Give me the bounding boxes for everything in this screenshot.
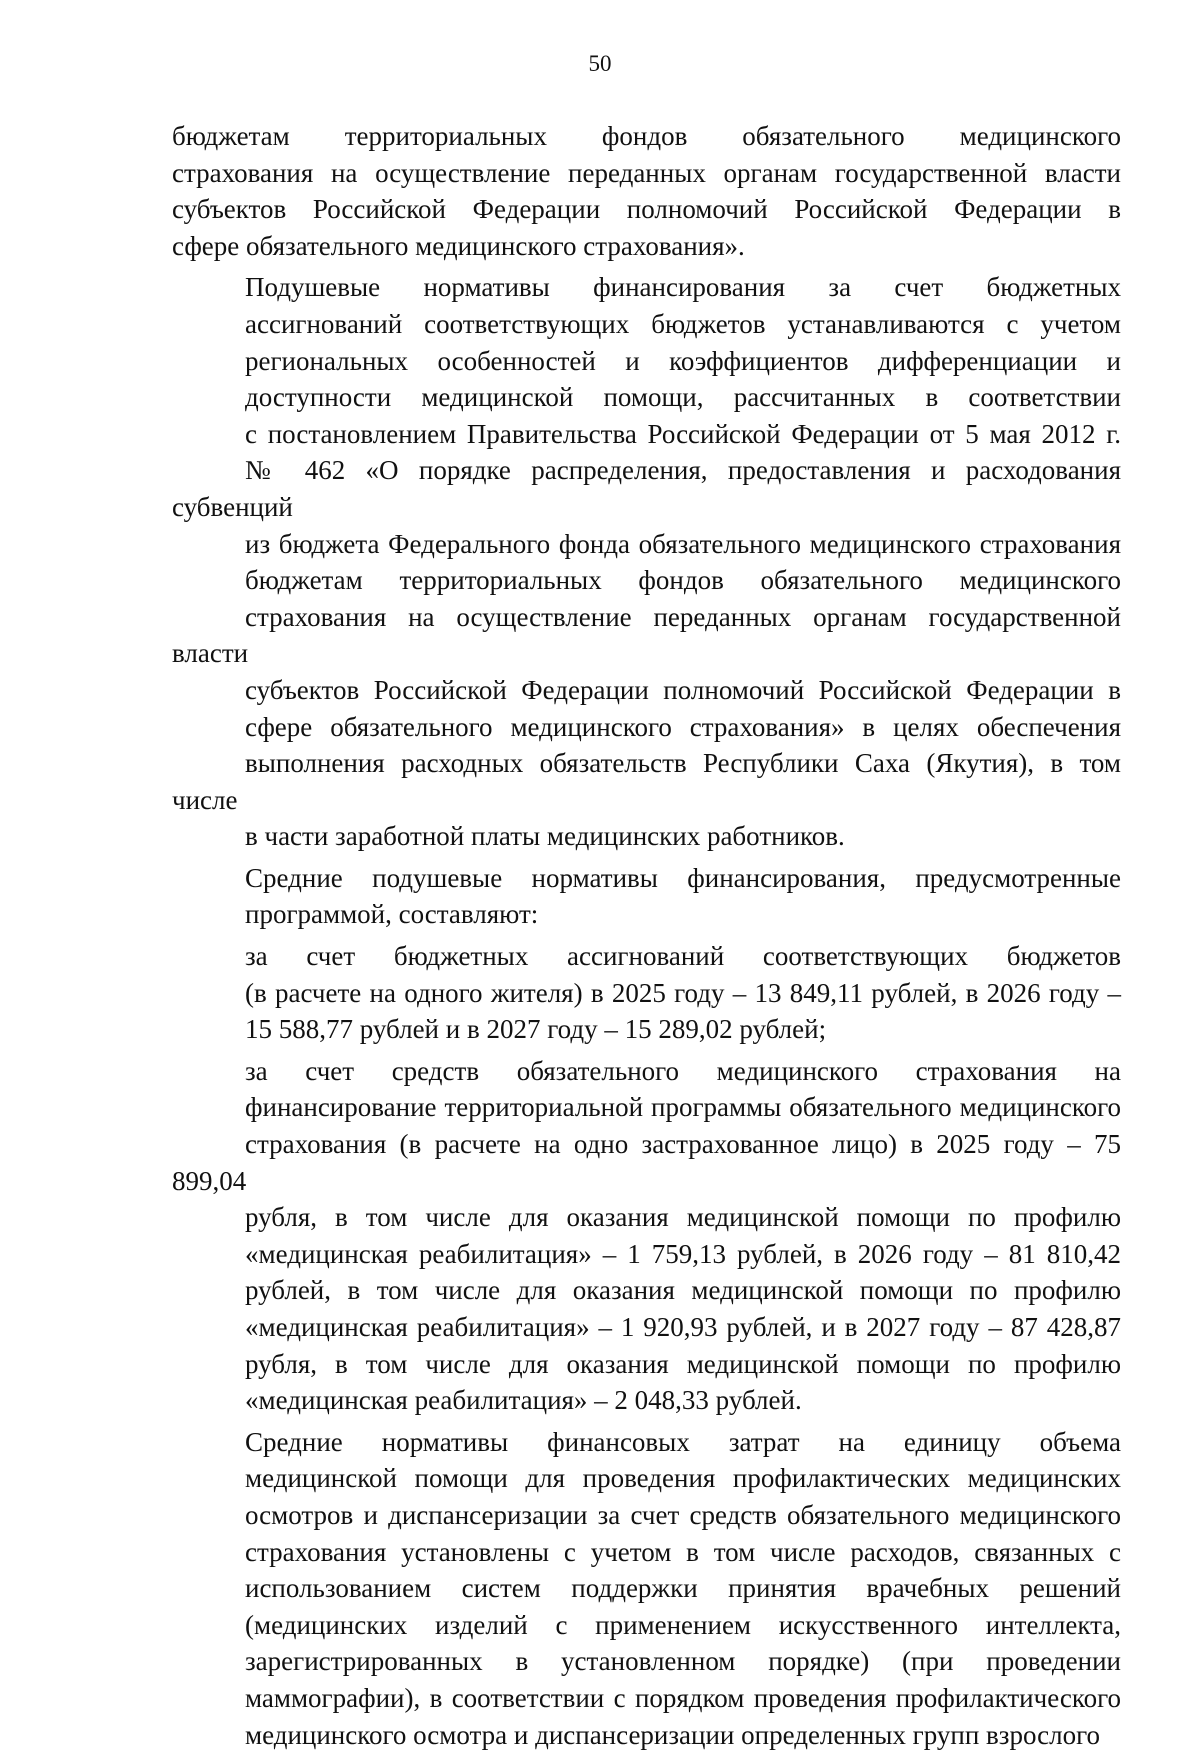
text-line: страхования установлены с учетом в том числе расходов, связанных с bbox=[245, 1536, 1121, 1567]
paragraph bbox=[172, 1424, 1121, 1753]
text-line: сфере обязательного медицинского страхования». bbox=[172, 230, 745, 261]
text-line: Средние подушевые нормативы финансирования, предусмотренные bbox=[245, 862, 1121, 893]
text-line: сфере обязательного медицинского страхования» в целях обеспечения bbox=[245, 711, 1121, 742]
text-line: бюджетам территориальных фондов обязательного медицинского bbox=[172, 121, 1121, 151]
text-line: за счет бюджетных ассигнований соответствующих бюджетов bbox=[245, 941, 1121, 972]
paragraph bbox=[172, 1053, 1121, 1419]
text-line: рублей, в том числе для оказания медицинской помощи по профилю bbox=[245, 1275, 1121, 1306]
text-line: бюджетам территориальных фондов обязательного медицинского bbox=[245, 565, 1121, 596]
text-line: региональных особенностей и коэффициентов дифференциации и bbox=[245, 345, 1121, 376]
text-line: доступности медицинской помощи, рассчитанных в соответствии bbox=[245, 382, 1121, 413]
text-line: 15 588,77 рублей и в 2027 году – 15 289,02 рублей; bbox=[245, 1014, 827, 1045]
text-line: медицинской помощи для проведения профилактических медицинских bbox=[245, 1463, 1121, 1494]
text-line: страхования (в расчете на одно застрахованное лицо) в 2025 году – 75 899,04 bbox=[172, 1129, 1121, 1196]
text-line: страхования на осуществление переданных органам государственной власти bbox=[172, 601, 1121, 669]
text-line: медицинского осмотра и диспансеризации определенных групп взрослого bbox=[245, 1719, 1100, 1750]
text-line: «медицинская реабилитация» – 2 048,33 рублей. bbox=[245, 1385, 802, 1416]
text-line: из бюджета Федерального фонда обязательного медицинского страхования bbox=[245, 528, 1121, 559]
text-line: рубля, в том числе для оказания медицинской помощи по профилю bbox=[245, 1202, 1121, 1233]
text-line: с постановлением Правительства Российской Федерации от 5 мая 2012 г. bbox=[245, 418, 1121, 449]
paragraph bbox=[172, 860, 1121, 933]
paragraph bbox=[172, 118, 1121, 264]
document-body bbox=[172, 118, 1121, 1753]
text-line: за счет средств обязательного медицинского страхования на bbox=[245, 1055, 1121, 1086]
text-line: (в расчете на одного жителя) в 2025 году – 13 849,11 рублей, в 2026 году – bbox=[245, 977, 1121, 1008]
text-line: субъектов Российской Федерации полномочий Российской Федерации в bbox=[245, 674, 1121, 705]
text-line: № 462 «О порядке распределения, предоставления и расходования субвенций bbox=[172, 455, 1121, 522]
text-line: рубля, в том числе для оказания медицинской помощи по профилю bbox=[245, 1348, 1121, 1379]
text-line: «медицинская реабилитация» – 1 920,93 рублей, и в 2027 году – 87 428,87 bbox=[245, 1312, 1121, 1342]
paragraph bbox=[172, 269, 1121, 855]
text-line: (медицинских изделий с применением искусственного интеллекта, bbox=[245, 1609, 1121, 1640]
text-line: «медицинская реабилитация» – 1 759,13 рублей, в 2026 году – 81 810,42 bbox=[245, 1238, 1121, 1269]
text-line: субъектов Российской Федерации полномочий Российской Федерации в bbox=[172, 194, 1121, 225]
text-line: маммографии), в соответствии с порядком проведения профилактического bbox=[245, 1682, 1121, 1713]
text-line: зарегистрированных в установленном порядке) (при проведении bbox=[245, 1646, 1121, 1677]
text-line: Подушевые нормативы финансирования за счет бюджетных bbox=[245, 272, 1121, 303]
text-line: использованием систем поддержки принятия врачебных решений bbox=[245, 1573, 1121, 1604]
text-line: страхования на осуществление переданных органам государственной власти bbox=[172, 157, 1121, 188]
text-line: ассигнований соответствующих бюджетов устанавливаются с учетом bbox=[245, 308, 1121, 339]
text-line: выполнения расходных обязательств Республики Саха (Якутия), в том числе bbox=[172, 748, 1121, 815]
text-line: программой, составляют: bbox=[245, 899, 539, 930]
text-line: Средние нормативы финансовых затрат на единицу объема bbox=[245, 1426, 1121, 1457]
text-line: в части заработной платы медицинских работников. bbox=[245, 821, 845, 852]
paragraph bbox=[172, 938, 1121, 1048]
text-line: финансирование территориальной программы обязательного медицинского bbox=[245, 1092, 1121, 1123]
page-number: 50 bbox=[588, 51, 612, 76]
text-line: осмотров и диспансеризации за счет средств обязательного медицинского bbox=[245, 1499, 1121, 1530]
